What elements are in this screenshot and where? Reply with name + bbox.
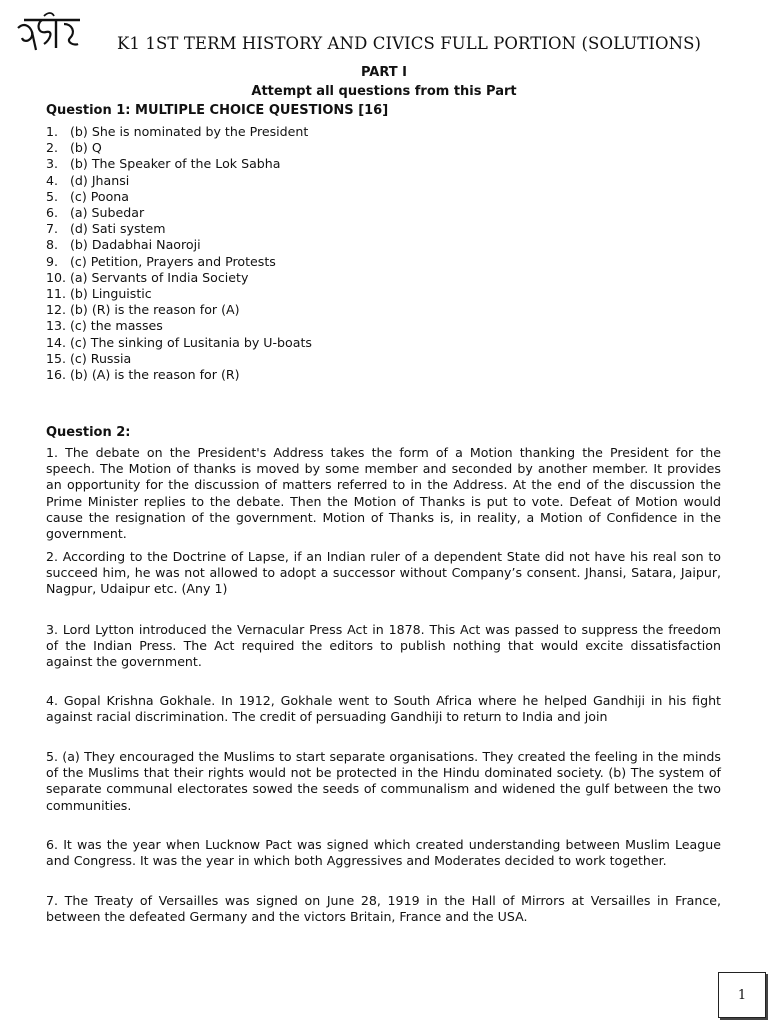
question-2-heading: Question 2:: [46, 425, 131, 440]
mcq-number: 8.: [46, 237, 59, 253]
mcq-text: (a) Servants of India Society: [70, 269, 249, 285]
mcq-answer: [46, 140, 312, 156]
mcq-answer: [46, 124, 312, 140]
mcq-number: 9.: [46, 253, 59, 269]
part-heading: PART I: [360, 65, 408, 80]
mcq-answer: [46, 189, 312, 205]
answer-paragraph-4: 4. Gopal Krishna Gokhale. In 1912, Gokhale went to South Africa where he helped Gandhiji in his fight against racial discrimination. The credit of persuading Gandhiji to return to India and join: [46, 693, 721, 725]
mcq-text: (b) (R) is the reason for (A): [70, 302, 240, 318]
mcq-number: 4.: [46, 172, 59, 188]
mcq-text: (b) She is nominated by the President: [70, 124, 309, 139]
mcq-answer: [46, 221, 312, 237]
mcq-number: 5.: [46, 188, 59, 204]
answer-paragraph-2: 2. According to the Doctrine of Lapse, if an Indian ruler of a dependent State did not have his real son to succeed him, he was not allowed to adopt a successor without Company’s consent. Jhansi, Satara, Jaipur, Nagpur, Udaipur etc. (Any 1): [46, 549, 721, 597]
mcq-number: 15.: [46, 350, 67, 366]
mcq-answer: [46, 318, 312, 334]
brand-logo: [14, 10, 84, 56]
mcq-text: (c) Petition, Prayers and Protests: [70, 253, 276, 269]
question-1-heading: Question 1: MULTIPLE CHOICE QUESTIONS [16]: [46, 103, 389, 118]
mcq-number: 7.: [46, 221, 59, 237]
mcq-number: 11.: [46, 286, 67, 302]
mcq-answer: [46, 254, 312, 270]
mcq-number: 10.: [46, 269, 67, 285]
mcq-text: (b) Linguistic: [70, 286, 152, 302]
mcq-answer: [46, 270, 312, 286]
page-number: 1: [737, 987, 747, 1003]
answer-paragraph-5: 5. (a) They encouraged the Muslims to start separate organisations. They created the feeling in the minds of the Muslims that their rights would not be protected in the Hindu dominated society. (b) The system of separate communal electorates sowed the seeds of communalism and widened the gulf between the two communities.: [46, 749, 721, 813]
mcq-text: (c) The sinking of Lusitania by U-boats: [70, 334, 312, 350]
mcq-text: (b) (A) is the reason for (R): [70, 367, 240, 383]
mcq-text: (c) Russia: [70, 350, 132, 366]
mcq-number: 1.: [46, 124, 59, 139]
mcq-number: 2.: [46, 140, 59, 156]
mcq-answer: [46, 335, 312, 351]
mcq-text: (a) Subedar: [70, 205, 145, 221]
mcq-text: (c) the masses: [70, 318, 163, 334]
answer-paragraph-6: 6. It was the year when Lucknow Pact was signed which created understanding between Muslim League and Congress. It was the year in which both Aggressives and Moderates decided to work together.: [46, 837, 721, 869]
mcq-answer: [46, 351, 312, 367]
mcq-answer: [46, 302, 312, 318]
mcq-answer: [46, 367, 312, 383]
mcq-number: 13.: [46, 318, 67, 334]
mcq-number: 16.: [46, 367, 67, 383]
mcq-text: (b) The Speaker of the Lok Sabha: [70, 156, 281, 172]
mcq-answer-list: [46, 124, 312, 383]
answer-paragraph-3: 3. Lord Lytton introduced the Vernacular Press Act in 1878. This Act was passed to suppress the freedom of the Indian Press. The Act required the editors to publish nothing that would excite dissatisfaction against the government.: [46, 622, 721, 670]
mcq-text: (b) Dadabhai Naoroji: [70, 237, 201, 253]
mcq-number: 3.: [46, 156, 59, 172]
part-instruction: Attempt all questions from this Part: [251, 84, 517, 99]
mcq-answer: [46, 156, 312, 172]
mcq-text: (d) Sati system: [70, 221, 166, 237]
mcq-number: 14.: [46, 334, 67, 350]
document-title: K1 1ST TERM HISTORY AND CIVICS FULL PORTION (SOLUTIONS): [117, 34, 702, 53]
mcq-text: (d) Jhansi: [70, 172, 130, 188]
mcq-number: 12.: [46, 302, 67, 318]
answer-paragraph-7: 7. The Treaty of Versailles was signed on June 28, 1919 in the Hall of Mirrors at Versailles in France, between the defeated Germany and the victors Britain, France and the USA.: [46, 893, 721, 925]
mcq-number: 6.: [46, 205, 59, 221]
mcq-text: (b) Q: [70, 140, 102, 156]
answer-paragraph-1: 1. The debate on the President's Address takes the form of a Motion thanking the President for the speech. The Motion of thanks is moved by some member and seconded by another member. It provides an opportunity for the discussion of matters referred to in the Address. At the end of the discussion the Prime Minister replies to the debate. Then the Motion of Thanks is put to vote. Defeat of Motion would cause the resignation of the government. Motion of Thanks is, in reality, a Motion of Confidence in the government.: [46, 445, 721, 542]
mcq-answer: [46, 205, 312, 221]
page-number-box: [718, 972, 766, 1018]
mcq-answer: [46, 237, 312, 253]
mcq-answer: [46, 286, 312, 302]
mcq-text: (c) Poona: [70, 188, 130, 204]
mcq-answer: [46, 173, 312, 189]
